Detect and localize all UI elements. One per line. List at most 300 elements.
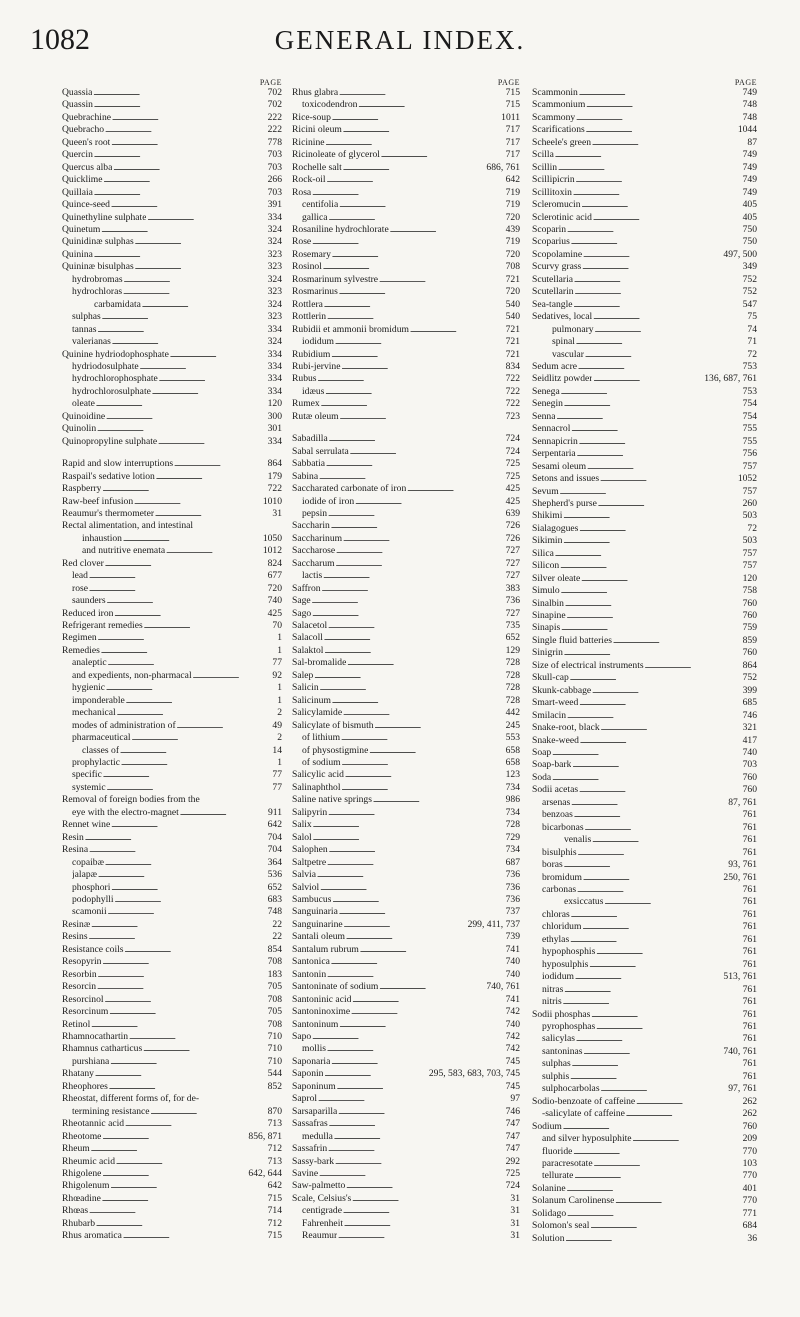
entry-term: arsenas xyxy=(542,796,571,808)
index-entry xyxy=(532,473,757,485)
dot-leader xyxy=(583,872,722,884)
entry-term: hyposulphis xyxy=(542,958,589,970)
dot-leader xyxy=(571,909,742,921)
dot-leader xyxy=(94,249,267,261)
entry-page: 724 xyxy=(505,445,520,457)
index-entry xyxy=(62,199,282,211)
dot-leader xyxy=(327,969,504,981)
entry-term: Resina xyxy=(62,844,89,856)
entry-page: 334 xyxy=(267,360,282,372)
index-entry xyxy=(62,99,282,111)
index-entry xyxy=(292,1168,520,1180)
entry-term: Quininæ bisulphas xyxy=(62,261,134,273)
entry-term: Resin xyxy=(62,831,84,843)
index-entry xyxy=(62,361,282,373)
index-entry xyxy=(532,872,757,884)
index-entry xyxy=(292,261,520,273)
index-entry xyxy=(532,1058,757,1070)
entry-page: 87 xyxy=(747,136,757,148)
dot-leader xyxy=(567,610,742,622)
entry-term: classes of xyxy=(82,744,120,756)
index-entry xyxy=(532,137,757,149)
entry-term: Rheum xyxy=(62,1143,90,1155)
index-entry xyxy=(532,1170,757,1182)
entry-page: 87, 761 xyxy=(728,796,757,808)
index-entry xyxy=(62,496,282,508)
dot-leader xyxy=(108,657,272,669)
entry-term: Rose xyxy=(292,236,312,248)
entry-term: and nutritive enemata xyxy=(82,545,166,557)
dot-leader xyxy=(344,919,467,931)
index-entry xyxy=(532,1220,757,1232)
index-entry xyxy=(292,956,520,968)
index-entry xyxy=(292,1056,520,1068)
dot-leader xyxy=(98,969,267,981)
entry-page: 677 xyxy=(267,570,282,582)
entry-page: 245 xyxy=(505,719,520,731)
index-entry xyxy=(292,1068,520,1080)
index-entry xyxy=(62,311,282,323)
index-entry xyxy=(532,921,757,933)
index-entry xyxy=(62,174,282,186)
entry-term: Rhamnocathartin xyxy=(62,1030,129,1042)
entry-term: Salipyrin xyxy=(292,806,328,818)
entry-term: spinal xyxy=(552,336,575,348)
entry-page: 740 xyxy=(505,968,520,980)
entry-term: Rheotome xyxy=(62,1130,102,1142)
index-entry xyxy=(532,535,757,547)
entry-term: Quillaia xyxy=(62,186,93,198)
entry-page: 734 xyxy=(505,781,520,793)
entry-term: Rosaniline hydrochlorate xyxy=(292,223,389,235)
index-entry xyxy=(292,446,520,458)
index-entry xyxy=(292,583,520,595)
entry-term: copaibæ xyxy=(72,856,104,868)
index-entry xyxy=(62,336,282,348)
index-entry xyxy=(62,931,282,943)
dot-leader xyxy=(180,807,267,819)
index-entry xyxy=(292,620,520,632)
entry-page: 761 xyxy=(742,983,757,995)
entry-term: Saponin xyxy=(292,1068,324,1080)
entry-page: 703 xyxy=(267,186,282,198)
entry-page: 761 xyxy=(742,958,757,970)
dot-leader xyxy=(174,458,266,470)
entry-page: 439 xyxy=(505,223,520,235)
entry-page: 745 xyxy=(505,1080,520,1092)
index-entry xyxy=(62,819,282,831)
index-entry xyxy=(292,483,520,495)
dot-leader xyxy=(326,137,505,149)
entry-term: Shikimi xyxy=(532,510,563,522)
entry-page: 741 xyxy=(505,993,520,1005)
entry-page: 705 xyxy=(267,1006,282,1018)
entry-term: Rubi-jervine xyxy=(292,360,341,372)
index-entry xyxy=(532,1233,757,1245)
dot-leader xyxy=(369,745,504,757)
dot-leader xyxy=(375,720,505,732)
index-entry xyxy=(532,448,757,460)
entry-term: hygienic xyxy=(72,682,106,694)
index-entry xyxy=(62,87,282,99)
index-entry xyxy=(62,436,282,448)
dot-leader xyxy=(110,1056,266,1068)
entry-term: Remedies xyxy=(62,644,100,656)
entry-page: 760 xyxy=(742,647,757,659)
dot-leader xyxy=(613,635,742,647)
entry-term: Quinine hydriodophosphate xyxy=(62,348,169,360)
entry-page: 727 xyxy=(505,607,520,619)
entry-page: 1050 xyxy=(262,532,282,544)
index-entry xyxy=(532,722,757,734)
dot-leader xyxy=(615,1195,741,1207)
entry-term: Saffron xyxy=(292,582,321,594)
index-entry xyxy=(292,757,520,769)
entry-term: Smart-weed xyxy=(532,697,579,709)
dot-leader xyxy=(592,834,741,846)
entry-page: 1 xyxy=(277,694,282,706)
entry-page: 753 xyxy=(742,360,757,372)
entry-term: Scutellarin xyxy=(532,286,574,298)
entry-term: Saltpetre xyxy=(292,856,327,868)
entry-page: 719 xyxy=(505,199,520,211)
dot-leader xyxy=(586,124,737,136)
dot-leader xyxy=(113,162,266,174)
dot-leader xyxy=(158,436,266,448)
index-entry xyxy=(292,508,520,520)
entry-term: Salicylamide xyxy=(292,707,343,719)
entry-term: modes of administration of xyxy=(72,719,176,731)
entry-page: 736 xyxy=(505,881,520,893)
dot-leader xyxy=(111,137,266,149)
entry-page: 741 xyxy=(505,943,520,955)
index-entry xyxy=(532,1208,757,1220)
entry-page: 911 xyxy=(267,806,282,818)
dot-leader xyxy=(89,1205,266,1217)
entry-page: 123 xyxy=(505,769,520,781)
dot-leader xyxy=(319,1168,504,1180)
entry-page: 750 xyxy=(742,236,757,248)
entry-page: 536 xyxy=(267,869,282,881)
entry-term: Retinol xyxy=(62,1018,91,1030)
index-entry xyxy=(532,984,757,996)
entry-term: Rock-oil xyxy=(292,174,326,186)
dot-leader xyxy=(355,496,504,508)
dot-leader xyxy=(579,436,742,448)
index-entry xyxy=(62,745,282,757)
dot-leader xyxy=(339,1019,504,1031)
entry-term: nitris xyxy=(542,996,562,1008)
entry-page: 75 xyxy=(747,311,757,323)
index-entry xyxy=(532,635,757,647)
entry-page: 364 xyxy=(267,856,282,868)
entry-page: 31 xyxy=(272,507,282,519)
dot-leader xyxy=(327,174,505,186)
index-entry xyxy=(532,486,757,498)
dot-leader xyxy=(123,1230,267,1242)
dot-leader xyxy=(578,847,742,859)
entry-term: gallica xyxy=(302,211,328,223)
entry-page: 71 xyxy=(747,336,757,348)
dot-leader xyxy=(111,882,266,894)
dot-leader xyxy=(325,386,504,398)
entry-page: 760 xyxy=(742,771,757,783)
index-entry xyxy=(62,645,282,657)
entry-term: Rheostat, different forms of, for de- xyxy=(62,1093,200,1105)
dot-leader xyxy=(566,1233,747,1245)
entry-term: bisulphis xyxy=(542,846,577,858)
entry-term: rose xyxy=(72,582,88,594)
entry-page: 74 xyxy=(747,323,757,335)
entry-page: 713 xyxy=(267,1118,282,1130)
entry-list xyxy=(292,87,520,1243)
index-entry xyxy=(532,311,757,323)
index-entry xyxy=(532,672,757,684)
entry-page: 658 xyxy=(505,757,520,769)
entry-list xyxy=(62,87,282,1243)
dot-leader xyxy=(577,884,742,896)
dot-leader xyxy=(123,286,267,298)
entry-page: 321 xyxy=(742,722,757,734)
entry-page: 2 xyxy=(277,707,282,719)
entry-term: Salinaphthol xyxy=(292,781,341,793)
entry-page: 31 xyxy=(510,1230,520,1242)
entry-page: 209 xyxy=(742,1133,757,1145)
index-entry xyxy=(62,1031,282,1043)
dot-leader xyxy=(331,1056,504,1068)
dot-leader xyxy=(594,1158,742,1170)
dot-leader xyxy=(338,1106,504,1118)
dot-leader xyxy=(112,336,267,348)
dot-leader xyxy=(132,732,277,744)
dot-leader xyxy=(334,1131,505,1143)
index-entry xyxy=(62,757,282,769)
entry-page: 97 xyxy=(510,1093,520,1105)
entry-term: Salacoll xyxy=(292,632,323,644)
index-entry xyxy=(532,1083,757,1095)
entry-page: 710 xyxy=(267,1055,282,1067)
entry-term: imponderable xyxy=(72,694,125,706)
entry-page: 250, 761 xyxy=(723,871,757,883)
entry-page: 391 xyxy=(267,199,282,211)
dot-leader xyxy=(342,361,505,373)
entry-term: mechanical xyxy=(72,707,116,719)
entry-page: 300 xyxy=(267,410,282,422)
entry-page: 770 xyxy=(742,1195,757,1207)
entry-page: 749 xyxy=(742,161,757,173)
index-entry xyxy=(532,398,757,410)
dot-leader xyxy=(338,1230,509,1242)
dot-leader xyxy=(407,483,504,495)
index-entry xyxy=(62,620,282,632)
dot-leader xyxy=(134,496,262,508)
dot-leader xyxy=(94,187,267,199)
entry-page: 726 xyxy=(505,532,520,544)
index-entry xyxy=(62,720,282,732)
dot-leader xyxy=(327,857,505,869)
entry-term: Rosmarinum sylvestre xyxy=(292,273,379,285)
index-entry xyxy=(62,520,282,532)
entry-page: 748 xyxy=(742,111,757,123)
entry-page: 761 xyxy=(742,921,757,933)
entry-page: 749 xyxy=(742,87,757,98)
entry-term: Quassin xyxy=(62,99,93,111)
entry-term: Sage xyxy=(292,595,311,607)
index-entry xyxy=(532,423,757,435)
entry-page: 721 xyxy=(505,323,520,335)
dot-leader xyxy=(585,349,746,361)
entry-term: Soda xyxy=(532,771,552,783)
dot-leader xyxy=(570,934,741,946)
index-entry xyxy=(292,149,520,161)
index-entry xyxy=(292,931,520,943)
entry-term: Sapo xyxy=(292,1030,312,1042)
entry-term: of lithium xyxy=(302,732,341,744)
entry-term: Skull-cap xyxy=(532,672,569,684)
entry-page: 742 xyxy=(505,1030,520,1042)
index-entry xyxy=(62,423,282,435)
dot-leader xyxy=(336,558,505,570)
entry-term: Rhubarb xyxy=(62,1217,96,1229)
entry-term: Rhatany xyxy=(62,1068,94,1080)
index-entry xyxy=(62,782,282,794)
dot-leader xyxy=(312,595,505,607)
entry-page: 757 xyxy=(742,560,757,572)
entry-page: 658 xyxy=(505,744,520,756)
dot-leader xyxy=(91,1143,267,1155)
dot-leader xyxy=(312,187,504,199)
dot-leader xyxy=(101,645,276,657)
index-entry xyxy=(62,1043,282,1055)
entry-page: 752 xyxy=(742,273,757,285)
index-entry xyxy=(532,112,757,124)
dot-leader xyxy=(102,956,266,968)
entry-page: 740, 761 xyxy=(486,981,520,993)
dot-leader xyxy=(579,87,742,99)
entry-term: hydriodosulphate xyxy=(72,360,139,372)
index-entry xyxy=(62,224,282,236)
dot-leader xyxy=(112,112,267,124)
entry-term: Quinidinæ sulphas xyxy=(62,236,134,248)
entry-page: 639 xyxy=(505,507,520,519)
entry-term: Salicylate of bismuth xyxy=(292,719,374,731)
index-entry xyxy=(62,1131,282,1143)
index-entry xyxy=(532,660,757,672)
dot-leader xyxy=(600,473,737,485)
entry-term: Regimen xyxy=(62,632,97,644)
index-entry xyxy=(62,1081,282,1093)
entry-term: Solomon's seal xyxy=(532,1220,590,1232)
dot-leader xyxy=(593,212,742,224)
entry-term: Solution xyxy=(532,1232,565,1244)
dot-leader xyxy=(563,510,741,522)
entry-term: Saccharinum xyxy=(292,532,343,544)
entry-term: Raw-beef infusion xyxy=(62,495,134,507)
entry-term: Scarifications xyxy=(532,124,585,136)
dot-leader xyxy=(89,844,266,856)
entry-page: 708 xyxy=(267,993,282,1005)
entry-term: Saccharum xyxy=(292,557,335,569)
entry-term: Santalum rubrum xyxy=(292,943,359,955)
index-entry xyxy=(62,124,282,136)
index-entry xyxy=(62,919,282,931)
entry-page: 544 xyxy=(267,1068,282,1080)
entry-term: Rubidii et ammonii bromidum xyxy=(292,323,409,335)
entry-term: Salicin xyxy=(292,682,319,694)
entry-term: specific xyxy=(72,769,102,781)
entry-term: Soap-bark xyxy=(532,759,572,771)
entry-term: Silica xyxy=(532,547,554,559)
entry-term: ethylas xyxy=(542,933,570,945)
entry-page: 747 xyxy=(505,1130,520,1142)
entry-page: 323 xyxy=(267,248,282,260)
index-entry xyxy=(532,585,757,597)
dot-leader xyxy=(120,745,271,757)
index-entry xyxy=(292,274,520,286)
entry-term: Rhamnus catharticus xyxy=(62,1043,143,1055)
entry-page: 323 xyxy=(267,286,282,298)
dot-leader xyxy=(344,1218,509,1230)
entry-term: saunders xyxy=(72,595,106,607)
index-entry xyxy=(532,1046,757,1058)
entry-page: 761 xyxy=(742,846,757,858)
dot-leader xyxy=(105,558,267,570)
entry-term: Sanguinaria xyxy=(292,906,338,918)
entry-page: 334 xyxy=(267,435,282,447)
dot-leader xyxy=(350,446,505,458)
index-entry xyxy=(532,822,757,834)
index-entry xyxy=(292,398,520,410)
index-entry xyxy=(62,1193,282,1205)
entry-term: Resins xyxy=(62,931,88,943)
dot-leader xyxy=(585,822,742,834)
entry-page: 750 xyxy=(742,223,757,235)
index-entry xyxy=(532,610,757,622)
entry-page: 721 xyxy=(505,273,520,285)
entry-term: Scammonium xyxy=(532,99,586,111)
entry-term: Salep xyxy=(292,669,314,681)
entry-page: 760 xyxy=(742,784,757,796)
dot-leader xyxy=(329,844,505,856)
dot-leader xyxy=(593,311,746,323)
dot-leader xyxy=(89,570,267,582)
dot-leader xyxy=(116,1156,267,1168)
index-entry xyxy=(292,411,520,423)
dot-leader xyxy=(332,695,505,707)
dot-leader xyxy=(312,608,504,620)
index-entry xyxy=(62,1218,282,1230)
index-entry xyxy=(62,944,282,956)
index-entry xyxy=(62,632,282,644)
index-entry xyxy=(532,436,757,448)
index-entry xyxy=(292,732,520,744)
index-entry xyxy=(292,857,520,869)
entry-term: Salophen xyxy=(292,844,328,856)
entry-term: Saccharin xyxy=(292,520,330,532)
entry-term: Fahrenheit xyxy=(302,1217,344,1229)
dot-leader xyxy=(109,1081,267,1093)
entry-page: 652 xyxy=(267,881,282,893)
index-entry xyxy=(292,349,520,361)
dot-leader xyxy=(89,931,272,943)
entry-page: 299, 411, 737 xyxy=(467,918,520,930)
entry-page: 728 xyxy=(505,819,520,831)
index-entry xyxy=(532,349,757,361)
entry-page: 717 xyxy=(505,124,520,136)
dot-leader xyxy=(103,769,272,781)
entry-page: 1 xyxy=(277,682,282,694)
dot-leader xyxy=(345,769,505,781)
